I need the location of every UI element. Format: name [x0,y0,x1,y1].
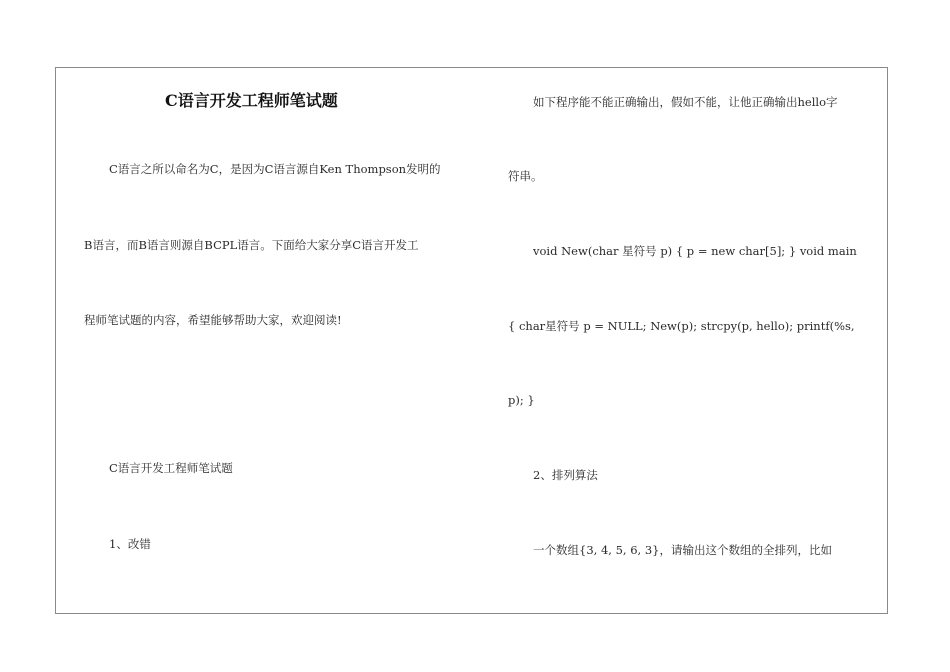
intro-line-1: C语言之所以命名为C，是因为C语言源自Ken Thompson发明的 [109,162,441,176]
section-heading: C语言开发工程师笔试题 [109,461,233,475]
right-line-1: 如下程序能不能正确输出，假如不能，让他正确输出hello字 [533,95,838,109]
document-title: C语言开发工程师笔试题 [165,91,338,110]
page-border [55,67,888,614]
code-line-3: p); } [508,393,535,407]
right-line-2: 符串。 [508,169,543,183]
intro-line-3: 程师笔试题的内容，希望能够帮助大家，欢迎阅读! [84,313,342,327]
intro-line-2: B语言，而B语言则源自BCPL语言。下面给大家分享C语言开发工 [84,238,419,252]
right-line-7: 一个数组{3, 4, 5, 6, 3}，请输出这个数组的全排列，比如 [533,543,832,557]
code-line-1: void New(char 星符号 p) { p = new char[5]; } void main [533,244,857,258]
code-line-2: { char星符号 p = NULL; New(p); strcpy(p, hello); printf(%s, [508,319,855,333]
item-1-heading: 1、改错 [109,537,151,551]
item-2-heading: 2、排列算法 [533,468,598,482]
